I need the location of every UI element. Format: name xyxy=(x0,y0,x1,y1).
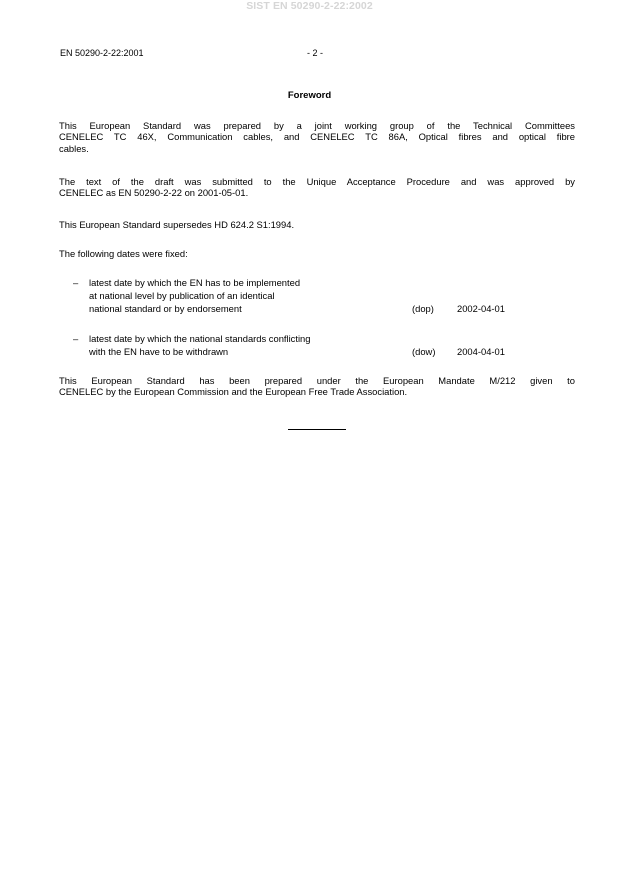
paragraph-line: This European Standard has been prepared under the European Mandate M/212 given to xyxy=(59,375,575,386)
date-value-dow: 2004-04-01 xyxy=(457,346,505,357)
end-rule xyxy=(288,429,346,430)
date-abbr-dop: (dop) xyxy=(412,303,434,314)
paragraph-line: CENELEC as EN 50290-2-22 on 2001-05-01. xyxy=(59,187,249,199)
paragraph-line: This European Standard was prepared by a joint working group of the Technical Committees xyxy=(59,120,575,131)
paragraph-line: This European Standard supersedes HD 624.2 S1:1994. xyxy=(59,219,295,230)
list-dash: – xyxy=(73,333,79,344)
paragraph-line: The following dates were fixed: xyxy=(59,248,188,259)
paragraph-mandate xyxy=(59,375,575,398)
date-item-line: national standard or by endorsement xyxy=(89,303,242,314)
foreword-title: Foreword xyxy=(287,90,332,101)
date-item-line: latest date by which the national standards conflicting xyxy=(89,333,311,344)
paragraph-dates-intro xyxy=(59,248,575,259)
date-item-line: at national level by publication of an identical xyxy=(89,290,275,301)
paragraph-line: CENELEC TC 46X, Communication cables, and CENELEC TC 86A, Optical fibres and optical fibre xyxy=(59,131,575,143)
paragraph-supersedes xyxy=(59,219,575,230)
date-abbr-dow: (dow) xyxy=(412,346,436,357)
document-id: EN 50290-2-22:2001 xyxy=(60,48,144,58)
page-number: - 2 - xyxy=(307,48,324,58)
paragraph-line: CENELEC by the European Commission and the European Free Trade Association. xyxy=(59,386,408,398)
date-value-dop: 2002-04-01 xyxy=(457,303,505,314)
paragraph-line: The text of the draft was submitted to the Unique Acceptance Procedure and was approved by xyxy=(59,176,575,187)
paragraph-prepared-by xyxy=(59,120,575,154)
date-item-line: latest date by which the EN has to be implemented xyxy=(89,277,301,288)
watermark: SIST EN 50290-2-22:2002 xyxy=(246,0,373,12)
list-dash: – xyxy=(73,277,79,288)
paragraph-approval xyxy=(59,176,575,199)
date-item-line: with the EN have to be withdrawn xyxy=(89,346,229,357)
paragraph-line: cables. xyxy=(59,142,89,154)
